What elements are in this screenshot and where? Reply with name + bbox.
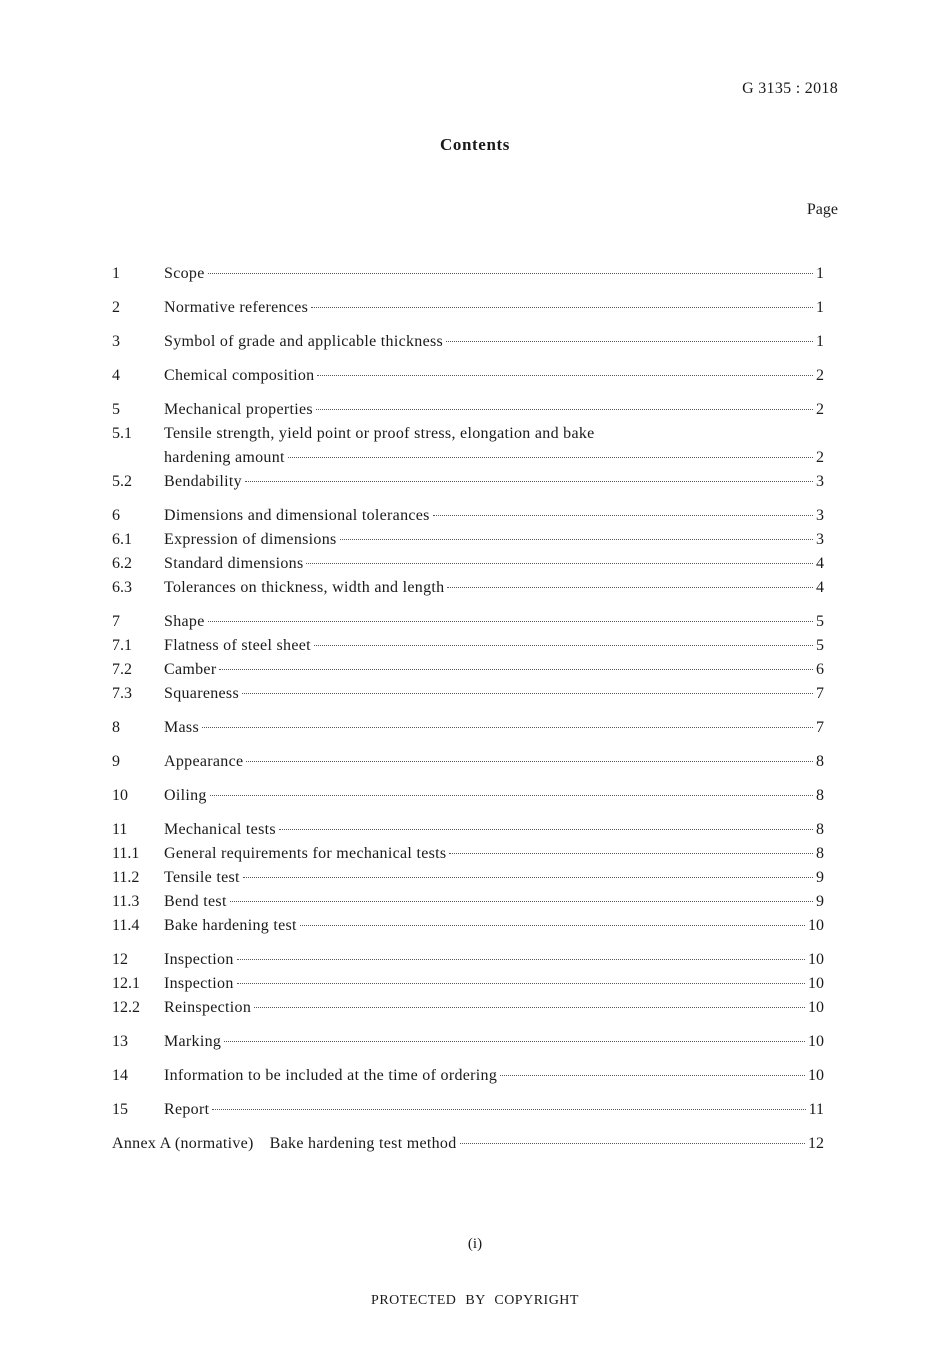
toc-entry-title: Oiling (164, 787, 207, 804)
toc-entry-title: Standard dimensions (164, 555, 304, 572)
toc-entry-number: 4 (112, 367, 120, 384)
dot-leader (306, 563, 813, 564)
page-number: (i) (467, 1236, 483, 1252)
toc-entry-8[interactable] (112, 716, 824, 740)
toc-entry-title: Information to be included at the time of ordering (164, 1067, 498, 1084)
toc-entry-number: 11.3 (112, 893, 140, 910)
toc-entry-number: 7 (112, 613, 120, 630)
dot-leader (314, 645, 813, 646)
toc-entry-4[interactable] (112, 364, 824, 388)
dot-leader (242, 693, 813, 694)
toc-entry-page: 10 (808, 975, 824, 992)
dot-leader (219, 669, 813, 670)
dot-leader (316, 409, 813, 410)
standard-id: G 3135 : 2018 (742, 80, 838, 97)
toc-entry-number: 14 (112, 1067, 128, 1084)
toc-entry-page: 3 (816, 531, 824, 548)
page-column-heading: Page (806, 201, 838, 218)
toc-entry-number: 9 (112, 753, 120, 770)
dot-leader (243, 877, 813, 878)
dot-leader (246, 761, 813, 762)
toc-entry-number: 12 (112, 951, 128, 968)
toc-entry-page: 2 (816, 367, 824, 384)
toc-entry-page: 8 (816, 821, 824, 838)
toc-entry-number: 3 (112, 333, 120, 350)
toc-entry-title: Tensile test (164, 869, 240, 886)
toc-entry-page: 1 (816, 265, 824, 282)
dot-leader (500, 1075, 805, 1076)
dot-leader (210, 795, 813, 796)
toc-entry-number: 10 (112, 787, 128, 804)
toc-entry-14[interactable] (112, 1064, 824, 1088)
toc-entry-6-1[interactable] (112, 528, 824, 552)
toc-entry-page: 3 (816, 507, 824, 524)
dot-leader (460, 1143, 805, 1144)
toc-entry-title: Chemical composition (164, 367, 315, 384)
toc-entry-title: Squareness (164, 685, 239, 702)
toc-entry-3[interactable] (112, 330, 824, 354)
toc-entry-2[interactable] (112, 296, 824, 320)
toc-entry-page: 5 (816, 637, 824, 654)
dot-leader (317, 375, 813, 376)
toc-entry-title: Mass (164, 719, 199, 736)
toc-entry-13[interactable] (112, 1030, 824, 1054)
annex-designation: Annex A (normative) (112, 1135, 254, 1152)
toc-entry-number: 5 (112, 401, 120, 418)
dot-leader (237, 983, 805, 984)
toc-entry-number: 6.2 (112, 555, 132, 572)
toc-entry-number: 13 (112, 1033, 128, 1050)
toc-entry-title: Dimensions and dimensional tolerances (164, 507, 430, 524)
toc-entry-number: 6 (112, 507, 120, 524)
toc-entry-page: 2 (816, 401, 824, 418)
toc-entry-page: 6 (816, 661, 824, 678)
toc-entry-page: 9 (816, 893, 824, 910)
toc-entry-6[interactable] (112, 504, 824, 528)
toc-entry-9[interactable] (112, 750, 824, 774)
toc-entry-page: 3 (816, 473, 824, 490)
toc-entry-11-1[interactable] (112, 842, 824, 866)
dot-leader (433, 515, 813, 516)
toc-entry-title: Mechanical tests (164, 821, 276, 838)
dot-leader (224, 1041, 805, 1042)
dot-leader (208, 621, 813, 622)
toc-entry-5-1[interactable] (112, 422, 824, 446)
toc-entry-page: 1 (816, 333, 824, 350)
toc-entry-title-continued: hardening amount (164, 449, 285, 466)
toc-entry-title: Inspection (164, 951, 234, 968)
toc-entry-number: 5.1 (112, 425, 132, 442)
toc-entry-7[interactable] (112, 610, 824, 634)
toc-entry-title: Bend test (164, 893, 227, 910)
toc-entry-11[interactable] (112, 818, 824, 842)
toc-entry-number: 6.1 (112, 531, 132, 548)
toc-entry-11-4[interactable] (112, 914, 824, 938)
toc-entry-15[interactable] (112, 1098, 824, 1122)
page-title: Contents (440, 135, 510, 154)
toc-entry-12-1[interactable] (112, 972, 824, 996)
toc-entry-number: 12.2 (112, 999, 140, 1016)
toc-entry-number: 1 (112, 265, 120, 282)
toc-entry-5[interactable] (112, 398, 824, 422)
toc-entry-7-3[interactable] (112, 682, 824, 706)
toc-entry-title: Shape (164, 613, 205, 630)
toc-entry-title: Tolerances on thickness, width and length (164, 579, 445, 596)
toc-entry-title: General requirements for mechanical tests (164, 845, 447, 862)
toc-entry-page: 10 (808, 999, 824, 1016)
toc-entry-11-3[interactable] (112, 890, 824, 914)
toc-entry-page: 7 (816, 719, 824, 736)
toc-entry-page: 7 (816, 685, 824, 702)
toc-entry-title: Reinspection (164, 999, 252, 1016)
table-of-contents (112, 262, 824, 1156)
toc-entry-page: 10 (808, 1067, 824, 1084)
toc-entry-title: Mechanical properties (164, 401, 313, 418)
toc-entry-11-2[interactable] (112, 866, 824, 890)
toc-entry-number: 6.3 (112, 579, 132, 596)
toc-entry-title: Scope (164, 265, 205, 282)
copyright-notice: PROTECTED BY COPYRIGHT (371, 1293, 579, 1308)
toc-entry-page: 4 (816, 579, 824, 596)
dot-leader (311, 307, 813, 308)
toc-entry-number: 12.1 (112, 975, 140, 992)
toc-entry-12[interactable] (112, 948, 824, 972)
toc-entry-6-2[interactable] (112, 552, 824, 576)
toc-entry-number: 11.1 (112, 845, 140, 862)
toc-entry-number: 11.4 (112, 917, 140, 934)
dot-leader (446, 341, 813, 342)
toc-entry-page: 10 (808, 917, 824, 934)
dot-leader (202, 727, 813, 728)
toc-entry-7-2[interactable] (112, 658, 824, 682)
dot-leader (449, 853, 813, 854)
dot-leader (237, 959, 805, 960)
dot-leader (300, 925, 805, 926)
toc-entry-1[interactable] (112, 262, 824, 286)
dot-leader (208, 273, 813, 274)
toc-entry-title: Bake hardening test method (269, 1135, 457, 1152)
toc-entry-title: Flatness of steel sheet (164, 637, 311, 654)
toc-entry-title: Symbol of grade and applicable thickness (164, 333, 444, 350)
toc-entry-title: Bake hardening test (164, 917, 297, 934)
dot-leader (288, 457, 813, 458)
toc-entry-title: Bendability (164, 473, 242, 490)
dot-leader (279, 829, 813, 830)
toc-entry-12-2[interactable] (112, 996, 824, 1020)
toc-entry-number: 5.2 (112, 473, 132, 490)
toc-entry-number: 11.2 (112, 869, 140, 886)
toc-entry-title: Appearance (164, 753, 244, 770)
toc-entry-number: 15 (112, 1101, 128, 1118)
toc-entry-title: Expression of dimensions (164, 531, 337, 548)
toc-entry-page: 8 (816, 845, 824, 862)
toc-entry-number: 7.3 (112, 685, 132, 702)
toc-entry-10[interactable] (112, 784, 824, 808)
toc-entry-6-3[interactable] (112, 576, 824, 600)
toc-entry-title: Normative references (164, 299, 309, 316)
toc-entry-page: 1 (816, 299, 824, 316)
dot-leader (447, 587, 813, 588)
toc-entry-title: Report (164, 1101, 210, 1118)
toc-entry-page: 10 (808, 1033, 824, 1050)
toc-entry-page: 11 (808, 1101, 824, 1118)
toc-entry-number: 7.1 (112, 637, 132, 654)
toc-entry-title: Camber (164, 661, 217, 678)
dot-leader (230, 901, 813, 902)
toc-entry-number: 2 (112, 299, 120, 316)
toc-entry-annex-a[interactable] (112, 1132, 824, 1156)
toc-entry-page: 8 (816, 787, 824, 804)
toc-entry-page: 12 (808, 1135, 824, 1152)
dot-leader (340, 539, 813, 540)
toc-entry-title: Marking (164, 1033, 222, 1050)
toc-entry-5-1-continuation[interactable] (112, 446, 824, 470)
toc-entry-7-1[interactable] (112, 634, 824, 658)
toc-entry-page: 9 (816, 869, 824, 886)
toc-entry-page: 10 (808, 951, 824, 968)
toc-entry-page: 8 (816, 753, 824, 770)
toc-entry-page: 2 (816, 449, 824, 466)
dot-leader (254, 1007, 805, 1008)
dot-leader (245, 481, 813, 482)
toc-entry-number: 7.2 (112, 661, 132, 678)
toc-entry-number: 11 (112, 821, 128, 838)
toc-entry-5-2[interactable] (112, 470, 824, 494)
toc-entry-page: 5 (816, 613, 824, 630)
dot-leader (212, 1109, 805, 1110)
toc-entry-title: Inspection (164, 975, 234, 992)
toc-entry-page: 4 (816, 555, 824, 572)
toc-entry-title: Tensile strength, yield point or proof stress, elongation and bake (164, 425, 595, 442)
toc-entry-number: 8 (112, 719, 120, 736)
